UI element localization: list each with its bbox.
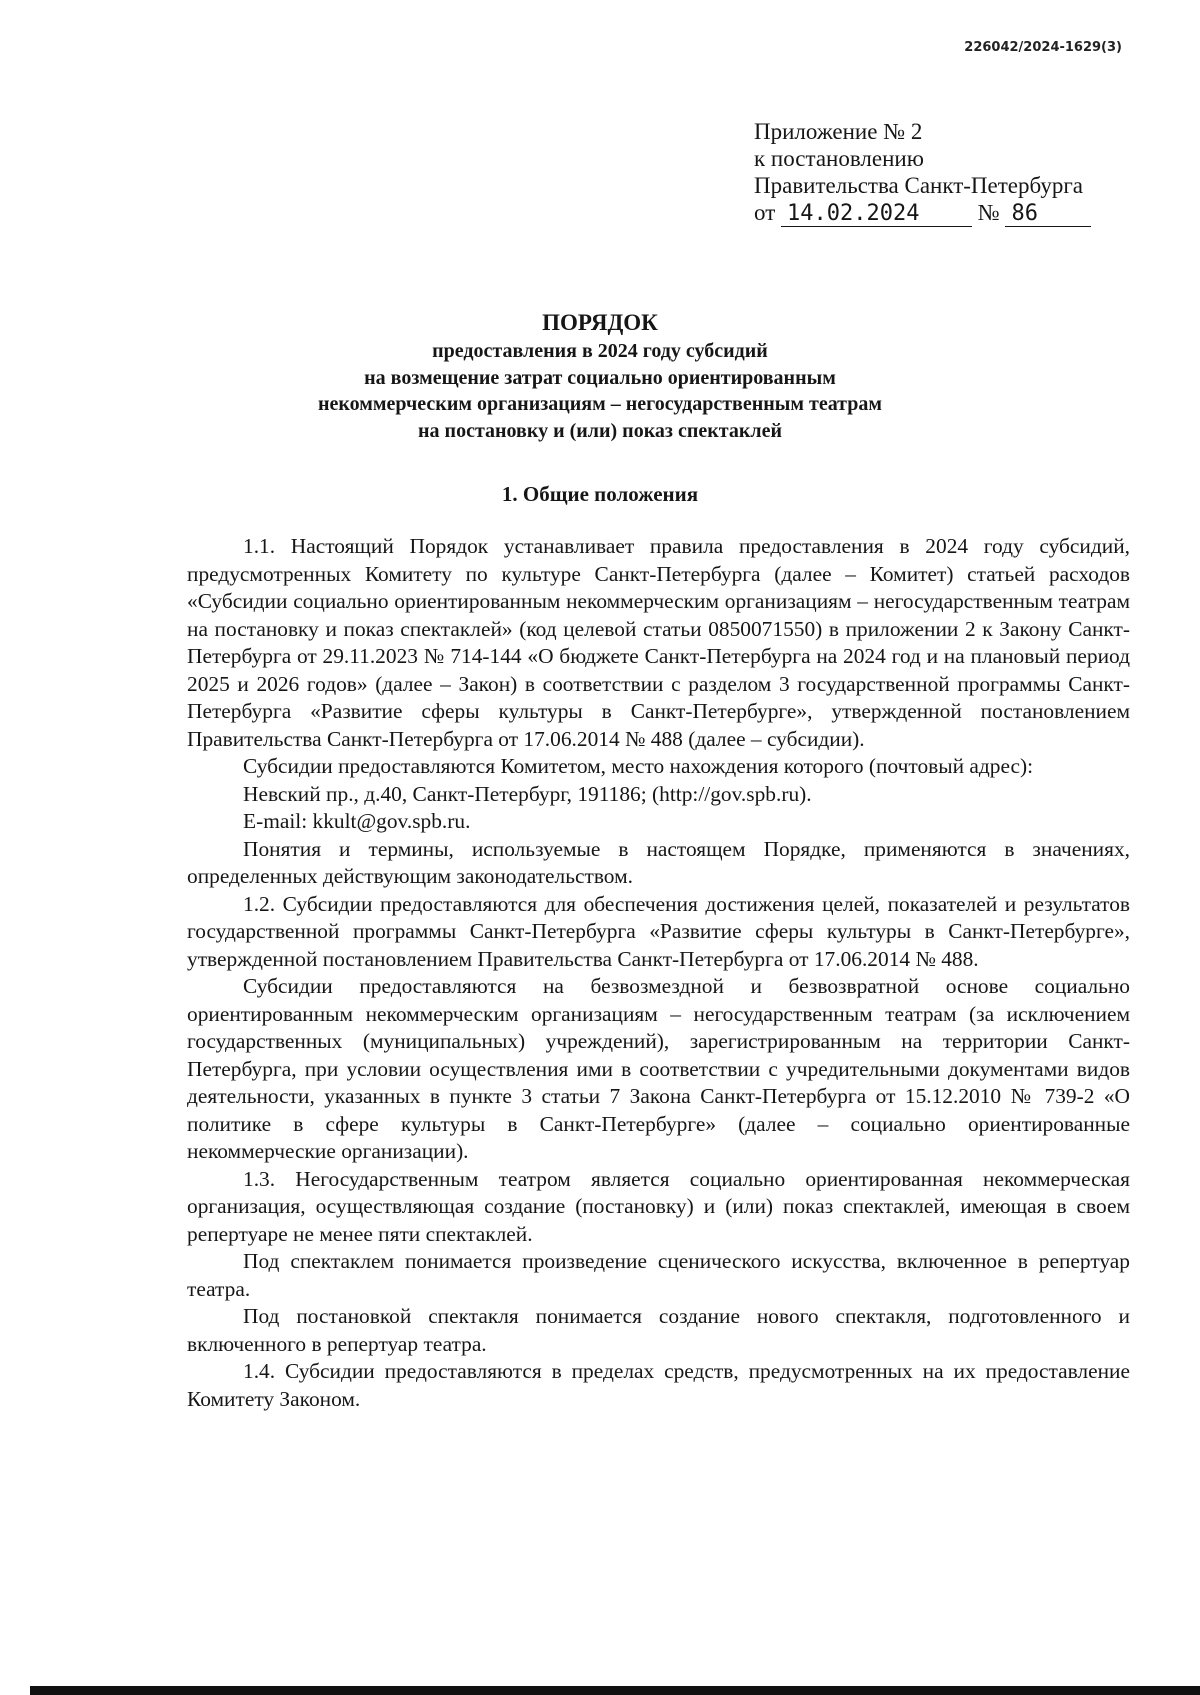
paragraph: Под спектаклем понимается произведение сценического искусства, включенное в репертуар театра. (187, 1249, 1130, 1301)
paragraph: Невский пр., д.40, Санкт-Петербург, 191186; (http://gov.spb.ru). (243, 781, 812, 806)
paragraph: Под постановкой спектакля понимается создание нового спектакля, подготовленного и включенного в репертуар театра. (187, 1304, 1130, 1356)
paragraph: 1.1. Настоящий Порядок устанавливает правила предоставления в 2024 году субсидий, предусмотренных Комитету по культуре Санкт-Петербурга (далее – Комитет) статьей расходов «Субсидии социально ориентированным некоммерческим организациям – негосударственным театрам на постановку и показ спектаклей» (код целевой статьи 0850071550) в приложении 2 к Закону Санкт-Петербурга от 29.11.2023 № 714-144 «О бюджете Санкт-Петербурга на 2024 год и на плановый период 2025 и 2026 годов» (далее – Закон) в соответствии с разделом 3 государственной программы Санкт-Петербурга «Развитие сферы культуры в Санкт-Петербурге», утвержденной постановлением Правительства Санкт-Петербурга от 17.06.2014 № 488 (далее – субсидии). (187, 534, 1130, 751)
annex-number: Приложение № 2 (754, 119, 923, 144)
document-title: ПОРЯДОК (542, 310, 658, 335)
paragraph: 1.4. Субсидии предоставляются в пределах средств, предусмотренных на их предоставление Комитету Законом. (187, 1359, 1130, 1411)
document-body (187, 533, 1130, 1413)
heading-line: предоставления в 2024 году субсидий (432, 340, 768, 362)
paragraph: Субсидии предоставляются Комитетом, место нахождения которого (почтовый адрес): (243, 754, 1034, 778)
paragraph: Субсидии предоставляются на безвозмездной и безвозвратной основе социально ориентированным некоммерческим организациям – негосударственным театрам (за исключением государственных (муниципальных) учреждений), зарегистрированным на территории Санкт-Петербурга, при условии осуществления ими в соответствии с учредительными документами видов деятельности, указанных в пункте 3 статьи 7 Закона Санкт-Петербурга от 15.12.2010 № 739-2 «О политике в сфере культуры в Санкт-Петербурге» (далее – социально ориентированные некоммерческие организации). (187, 974, 1130, 1163)
scan-edge-bar (30, 1686, 1200, 1695)
annex-authority: Правительства Санкт-Петербурга (754, 173, 1083, 198)
paragraph: 1.2. Субсидии предоставляются для обеспечения достижения целей, показателей и результатов государственной программы Санкт-Петербурга «Развитие сферы культуры в Санкт-Петербурге», утвержденной постановлением Правительства Санкт-Петербурга от 17.06.2014 № 488. (187, 891, 1130, 971)
paragraph: 1.3. Негосударственным театром является социально ориентированная некоммерческая организация, осуществляющая создание (постановку) и (или) показ спектаклей, имеющая в своем репертуаре не менее пяти спектаклей. (187, 1166, 1130, 1246)
document-registration-number: 226042/2024-1629(3) (964, 40, 1122, 55)
section-title: 1. Общие положения (501, 482, 699, 506)
heading-line: на постановку и (или) показ спектаклей (418, 419, 782, 442)
heading-line: некоммерческим организациям – негосударственным театрам (318, 393, 882, 415)
number-prefix: № (977, 200, 1000, 225)
document-heading (250, 308, 950, 444)
annex-date-line (754, 199, 1134, 227)
annex-ref: к постановлению (754, 146, 924, 171)
paragraph: Понятия и термины, используемые в настоящем Порядке, применяются в значениях, определенных действующим законодательством. (187, 836, 1130, 888)
heading-line: на возмещение затрат социально ориентированным (364, 366, 836, 389)
resolution-number: 86 (1005, 202, 1091, 227)
date-prefix: от (754, 200, 776, 225)
paragraph: E-mail: kkult@gov.spb.ru. (243, 809, 471, 833)
resolution-date: 14.02.2024 (781, 202, 972, 227)
annex-block (754, 118, 1134, 227)
